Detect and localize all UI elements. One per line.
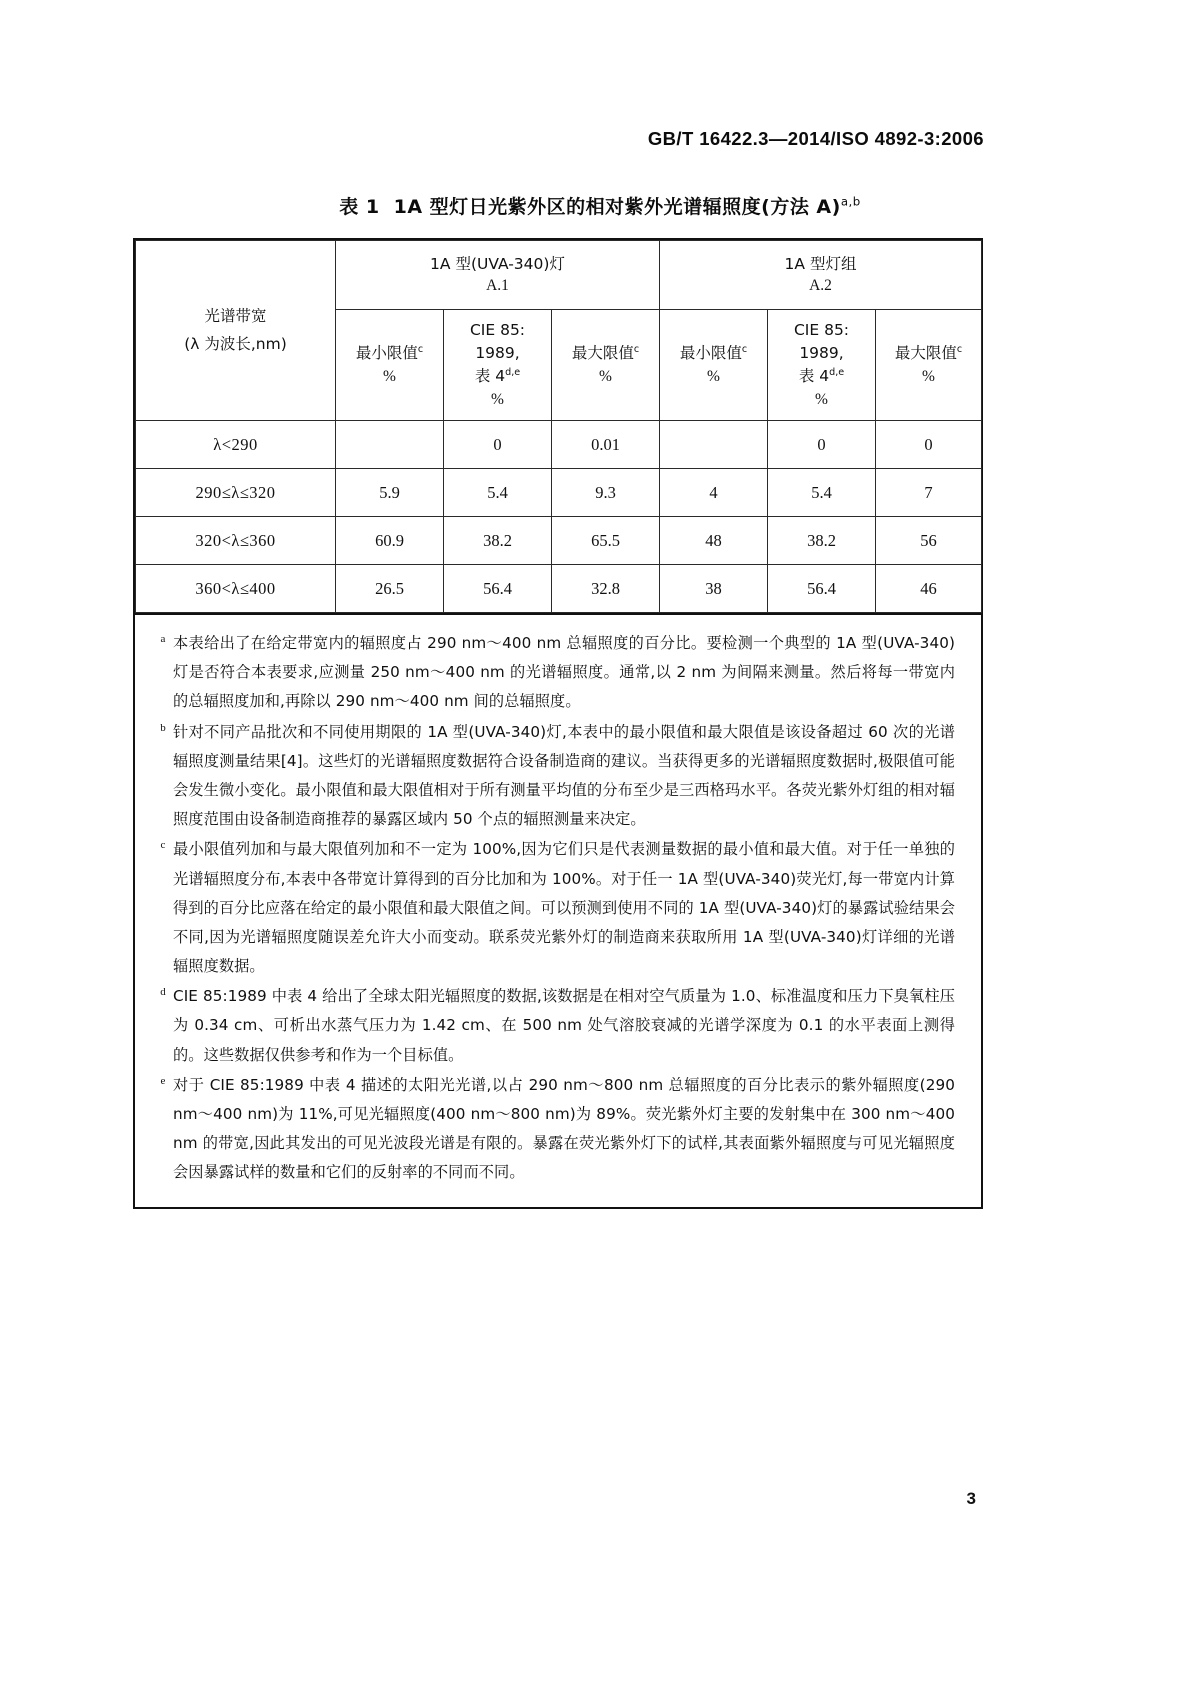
column-label-2: 1989, <box>475 343 520 362</box>
cell-band: 320<λ≤360 <box>136 517 336 565</box>
group-a2-name: 1A 型灯组 <box>784 254 857 273</box>
page-number: 3 <box>966 1489 976 1508</box>
table-head-group-row <box>136 241 982 310</box>
footnote-item <box>153 982 955 1070</box>
column-label: 最大限值 <box>894 343 957 362</box>
column-label-3: 表 4 <box>798 367 830 385</box>
column-unit: % <box>815 391 828 409</box>
cell-value: 38.2 <box>768 517 876 565</box>
column-footnote-mark: c <box>633 343 640 355</box>
cell-value: 60.9 <box>336 517 444 565</box>
cell-value: 5.4 <box>768 469 876 517</box>
cell-value: 0 <box>444 421 552 469</box>
table-block <box>133 238 983 1209</box>
footnote-mark: a <box>160 633 166 645</box>
footnote-item <box>153 1071 955 1188</box>
caption-footnote-marks: a,b <box>840 194 861 209</box>
column-label: CIE 85: <box>793 320 850 339</box>
footnote-text: 最小限值列加和与最大限值列加和不一定为 100%,因为它们只是代表测量数据的最小值和最大值。对于任一单独的光谱辐照度分布,本表中各带宽计算得到的百分比加和为 100%。对于任一 1A 型(UVA-340)荧光灯,每一带宽内计算得到的百分比应落在给定的最小限值和最大限值之间。可以预测到使用不同的 1A 型(UVA-340)灯的暴露试验结果会不同,因为光谱辐照度随误差允许大小而变动。联系荧光紫外灯的制造商来获取所用 1A 型(UVA-340)灯详细的光谱辐照度数据。 <box>173 840 955 976</box>
cell-value: 56.4 <box>444 565 552 613</box>
cell-band: 360<λ≤400 <box>136 565 336 613</box>
footnote-mark: d <box>160 986 166 999</box>
column-unit: % <box>922 368 935 385</box>
cell-value: 56 <box>876 517 982 565</box>
table-title: 1A 型灯日光紫外区的相对紫外光谱辐照度(方法 A) <box>393 196 841 218</box>
footnote-mark: e <box>160 1074 166 1087</box>
table-row <box>136 421 982 469</box>
column-header-a2-cie85 <box>768 310 876 421</box>
cell-value: 38 <box>660 565 768 613</box>
cell-band: λ<290 <box>136 421 336 469</box>
column-header-a1-max <box>552 310 660 421</box>
footnote-text: 针对不同产品批次和不同使用期限的 1A 型(UVA-340)灯,本表中的最小限值和最大限值是该设备超过 60 次的光谱辐照度测量结果[4]。这些灯的光谱辐照度数据符合设备制造商的建议。当获得更多的光谱辐照度数据时,极限值可能会发生微小变化。最小限值和最大限值相对于所有测量平均值的分布至少是三西格玛水平。各荧光紫外灯组的相对辐照度范围由设备制造商推荐的暴露区域内 50 个点的辐照测量来决定。 <box>173 722 955 829</box>
table-body <box>136 421 982 613</box>
column-unit: % <box>491 391 504 409</box>
cell-value: 5.9 <box>336 469 444 517</box>
column-header-a2-max <box>876 310 982 421</box>
table-caption <box>0 192 1200 219</box>
cell-value: 9.3 <box>552 469 660 517</box>
footnote-item <box>153 835 955 981</box>
column-footnote-mark: c <box>741 343 748 355</box>
table-footnotes <box>135 613 981 1207</box>
column-label: 最小限值 <box>355 343 418 362</box>
footnote-text: 对于 CIE 85:1989 中表 4 描述的太阳光光谱,以占 290 nm～800 nm 总辐照度的百分比表示的紫外辐照度(290 nm～400 nm)为 11%,可见光辐照度(400 nm～800 nm)为 89%。荧光紫外灯主要的发射集中在 300 nm～400 nm 的带宽,因此其发出的可见光波段光谱是有限的。暴露在荧光紫外灯下的试样,其表面紫外辐照度与可见光辐照度会因暴露试样的数量和它们的反射率的不同而不同。 <box>173 1075 955 1182</box>
group-a1-code: A.1 <box>486 277 509 294</box>
column-header-a2-min <box>660 310 768 421</box>
table-row <box>136 565 982 613</box>
footnote-item <box>153 629 955 717</box>
cell-value: 56.4 <box>768 565 876 613</box>
cell-value <box>660 421 768 469</box>
table-number: 表 1 <box>339 196 380 218</box>
footnote-mark: b <box>160 721 166 734</box>
group-header-a1 <box>336 241 660 310</box>
column-footnote-mark: c <box>956 343 963 355</box>
cell-value <box>336 421 444 469</box>
column-unit: % <box>599 368 612 385</box>
cell-value: 4 <box>660 469 768 517</box>
column-footnote-mark: c <box>417 343 424 355</box>
footnote-mark: c <box>160 839 166 852</box>
cell-value: 38.2 <box>444 517 552 565</box>
cell-value: 46 <box>876 565 982 613</box>
cell-value: 26.5 <box>336 565 444 613</box>
footnote-text: 本表给出了在给定带宽内的辐照度占 290 nm～400 nm 总辐照度的百分比。要检测一个典型的 1A 型(UVA-340)灯是否符合本表要求,应测量 250 nm～400 nm 的光谱辐照度。通常,以 2 nm 为间隔来测量。然后将每一带宽内的总辐照度加和,再除以 290 nm～400 nm 间的总辐照度。 <box>173 634 955 711</box>
row-header-line2: (λ 为波长,nm) <box>184 334 287 353</box>
cell-value: 65.5 <box>552 517 660 565</box>
column-label-2: 1989, <box>799 343 844 362</box>
cell-value: 5.4 <box>444 469 552 517</box>
column-footnote-mark: d,e <box>505 366 521 378</box>
footnote-item <box>153 718 955 835</box>
column-label: 最小限值 <box>679 343 742 362</box>
cell-value: 7 <box>876 469 982 517</box>
group-a2-code: A.2 <box>809 277 832 294</box>
cell-band: 290≤λ≤320 <box>136 469 336 517</box>
column-header-a1-cie85 <box>444 310 552 421</box>
column-footnote-mark: d,e <box>829 366 845 378</box>
table-row <box>136 469 982 517</box>
column-label: 最大限值 <box>571 343 634 362</box>
cell-value: 0 <box>876 421 982 469</box>
column-label-3: 表 4 <box>474 367 506 385</box>
cell-value: 0 <box>768 421 876 469</box>
column-label: CIE 85: <box>469 320 526 339</box>
column-header-a1-min <box>336 310 444 421</box>
spectral-irradiance-table <box>135 240 982 613</box>
table-row <box>136 517 982 565</box>
group-a1-name: 1A 型(UVA-340)灯 <box>430 254 565 273</box>
column-unit: % <box>707 368 720 385</box>
cell-value: 48 <box>660 517 768 565</box>
column-unit: % <box>383 368 396 385</box>
row-header-spectral-bandwidth <box>136 241 336 421</box>
cell-value: 0.01 <box>552 421 660 469</box>
row-header-line1: 光谱带宽 <box>204 307 267 326</box>
group-header-a2 <box>660 241 982 310</box>
running-header: GB/T 16422.3—2014/ISO 4892-3:2006 <box>647 128 984 149</box>
footnote-text: CIE 85:1989 中表 4 给出了全球太阳光辐照度的数据,该数据是在相对空气质量为 1.0、标准温度和压力下臭氧柱压为 0.34 cm、可析出水蒸气压力为 1.42 cm、在 500 nm 处气溶胶衰减的光谱学深度为 0.1 的水平表面上测得的。这些数据仅供参考和作为一个目标值。 <box>173 987 955 1064</box>
cell-value: 32.8 <box>552 565 660 613</box>
